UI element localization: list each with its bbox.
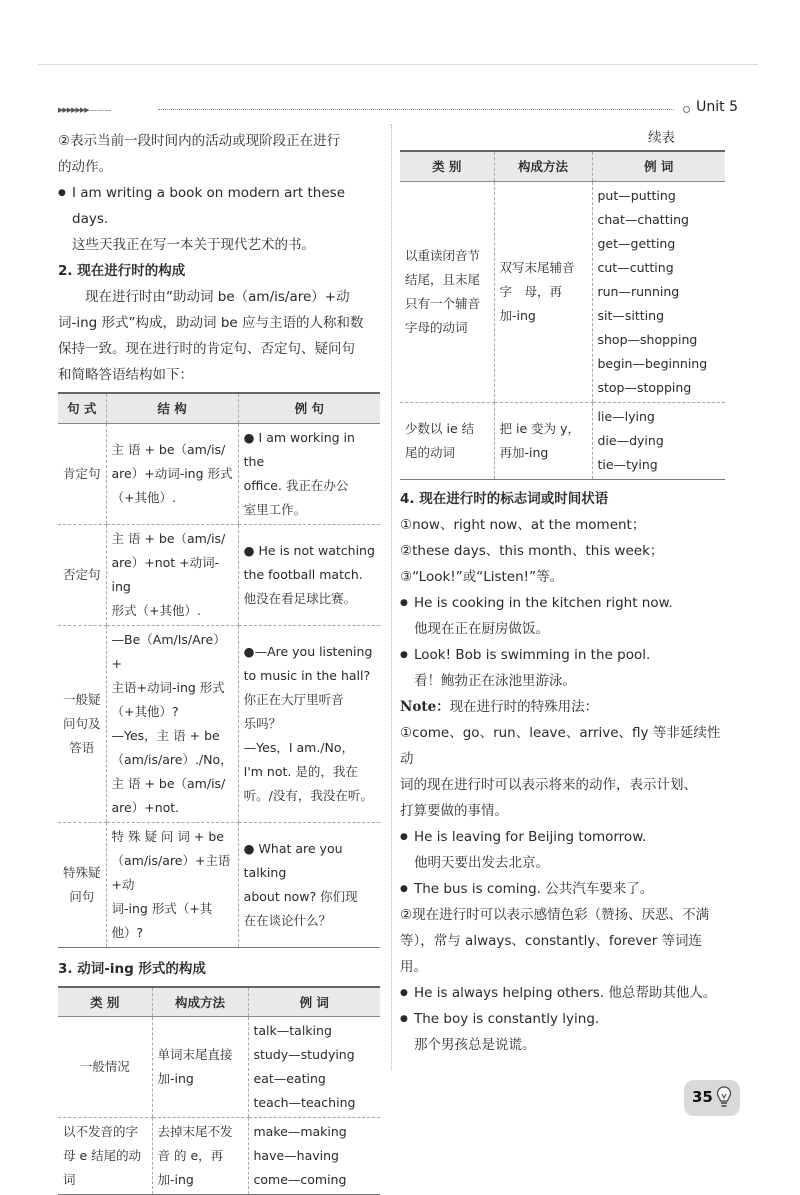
structure-line: 主 语 + be（am/is/: [112, 438, 233, 462]
word-pair: have—having: [254, 1144, 376, 1168]
table-row: [58, 1017, 380, 1118]
sentence-type-cell: 一般疑问句及答语: [58, 625, 106, 822]
structure-line: 主 语 + be（am/is/: [112, 772, 233, 796]
table-row: [58, 1118, 380, 1195]
column-header: 结 构: [106, 393, 238, 423]
section-4-title: 4. 现在进行时的标志词或时间状语: [400, 486, 725, 512]
structure-line: （am/is/are）./No，: [112, 748, 233, 772]
method-cell: [494, 181, 592, 402]
intro-example: ● I am writing a book on modern art these days.: [58, 180, 380, 232]
example-line: ● He is not watching: [244, 539, 375, 563]
note1-line: ①come、go、run、leave、arrive、fly 等非延续性动: [400, 720, 725, 772]
word-pair: get—getting: [598, 232, 721, 256]
example-line: the football match.: [244, 563, 375, 587]
lightbulb-icon: [716, 1085, 732, 1109]
column-divider: [391, 124, 392, 1070]
note-label: Note：: [400, 699, 450, 715]
category-cell: 以不发音的字母 e 结尾的动词: [58, 1118, 152, 1195]
method-line: 单词末尾直接: [158, 1043, 243, 1067]
word-pair: come—coming: [254, 1168, 376, 1192]
page-number-badge: [684, 1080, 740, 1116]
category-line: 少数以 ie 结: [405, 417, 489, 441]
word-pair: die—dying: [598, 429, 721, 453]
example-line: 室里工作。: [244, 498, 375, 522]
sentence-type-cell: 肯定句: [58, 423, 106, 524]
example-line: 你正在大厅里听音: [244, 688, 375, 712]
structure-cell: [106, 625, 238, 822]
column-header: 类 别: [400, 151, 494, 181]
method-line: 加-ing: [158, 1067, 243, 1091]
example-line: about now? 你们现: [244, 885, 375, 909]
intro-translation: 这些天我正在写一本关于现代艺术的书。: [58, 232, 380, 258]
note-heading: [400, 694, 725, 720]
word-pair: cut—cutting: [598, 256, 721, 280]
structure-line: 形式（+其他）.: [112, 599, 233, 623]
category-line: 尾的动词: [405, 441, 489, 465]
method-line: 把 ie 变为 y，: [500, 417, 587, 441]
structure-cell: [106, 423, 238, 524]
example-line: 在在谈论什么？: [244, 909, 375, 933]
column-header: 例 词: [248, 987, 380, 1017]
column-header: 类 别: [58, 987, 152, 1017]
category-line: 只有一个辅音: [405, 292, 489, 316]
word-pair: study—studying: [254, 1043, 376, 1067]
ing-form-table: [58, 986, 380, 1195]
structure-line: —Yes，主 语 + be: [112, 724, 233, 748]
s2-line: 现在进行时由“助动词 be（am/is/are）+动: [58, 284, 380, 310]
table-row: [58, 822, 380, 947]
example-line: ● I am working in the: [244, 426, 375, 474]
word-pair: begin—beginning: [598, 352, 721, 376]
column-header: 例 词: [592, 151, 725, 181]
structure-line: 词-ing 形式（+其他）?: [112, 897, 233, 945]
table-header-row: [58, 987, 380, 1017]
page-number: 35: [692, 1088, 713, 1106]
structure-table: [58, 392, 380, 948]
method-line: 加-ing: [158, 1168, 243, 1192]
intro-line: 的动作。: [58, 154, 380, 180]
column-header: 句 式: [58, 393, 106, 423]
method-line: 音 的 e，再: [158, 1144, 243, 1168]
column-header: 例 句: [238, 393, 380, 423]
note1-example-translation: 他明天要出发去北京。: [400, 850, 725, 876]
structure-line: （+其他）.: [112, 486, 233, 510]
words-cell: [592, 402, 725, 479]
example-line: 听。/没有，我没在听。: [244, 784, 375, 808]
note-title: 现在进行时的特殊用法：: [450, 699, 599, 715]
table-row: [400, 181, 725, 402]
table-header-row: [58, 393, 380, 423]
table-row: [400, 402, 725, 479]
example-line: I'm not. 是的，我在: [244, 760, 375, 784]
table-row: [58, 625, 380, 822]
s4-example-translation: 他现在正在厨房做饭。: [400, 616, 725, 642]
table-continued-label: 续表: [400, 128, 725, 148]
example-line: ● What are you talking: [244, 837, 375, 885]
example-cell: [238, 625, 380, 822]
header-dotted-line: [158, 109, 674, 110]
intro-line: ②表示当前一段时间内的活动或现阶段正在进行: [58, 128, 380, 154]
column-header: 构成方法: [494, 151, 592, 181]
s4-item: ①now、right now、at the moment；: [400, 512, 725, 538]
method-line: 去掉末尾不发: [158, 1120, 243, 1144]
word-pair: tie—tying: [598, 453, 721, 477]
method-cell: [494, 402, 592, 479]
header-circle-icon: [683, 106, 690, 113]
ing-form-table-continued: [400, 150, 725, 480]
note1-example: ● The bus is coming. 公共汽车要来了。: [400, 876, 725, 902]
example-line: —Yes，I am./No，: [244, 736, 375, 760]
word-pair: shop—shopping: [598, 328, 721, 352]
example-line: office. 我正在办公: [244, 474, 375, 498]
structure-line: 主语+动词-ing 形式: [112, 676, 233, 700]
note2-example-translation: 那个男孩总是说谎。: [400, 1032, 725, 1058]
header-arrows-decoration: ▶▶▶▶▶▶▶ — — —: [58, 102, 110, 118]
s4-example: ● Look! Bob is swimming in the pool.: [400, 642, 725, 668]
table-header-row: [400, 151, 725, 181]
note2-example: ● He is always helping others. 他总帮助其他人。: [400, 980, 725, 1006]
right-column: [400, 128, 725, 1058]
category-cell: [400, 181, 494, 402]
note1-example: ● He is leaving for Beijing tomorrow.: [400, 824, 725, 850]
structure-line: —Be（Am/Is/Are）+: [112, 628, 233, 676]
table-row: [58, 423, 380, 524]
sentence-type-cell: 特殊疑问句: [58, 822, 106, 947]
word-pair: put—putting: [598, 184, 721, 208]
section-2-paragraph: [58, 284, 380, 388]
structure-line: are）+not.: [112, 796, 233, 820]
section-2-title: 2. 现在进行时的构成: [58, 258, 380, 284]
example-cell: [238, 822, 380, 947]
s4-example: ● He is cooking in the kitchen right now.: [400, 590, 725, 616]
unit-label: Unit 5: [696, 99, 738, 115]
column-header: 构成方法: [152, 987, 248, 1017]
top-rule: [38, 64, 758, 65]
s2-line: 保持一致。现在进行时的肯定句、否定句、疑问句: [58, 336, 380, 362]
category-cell: 一般情况: [58, 1017, 152, 1118]
example-line: 乐吗？: [244, 712, 375, 736]
structure-line: are）+not +动词-ing: [112, 551, 233, 599]
method-cell: [152, 1017, 248, 1118]
note2-line: 等），常与 always、constantly、forever 等词连用。: [400, 928, 725, 980]
word-pair: eat—eating: [254, 1067, 376, 1091]
category-line: 以重读闭音节: [405, 244, 489, 268]
note2-line: ②现在进行时可以表示感情色彩（赞扬、厌恶、不满: [400, 902, 725, 928]
s2-line: 词-ing 形式”构成，助动词 be 应与主语的人称和数: [58, 310, 380, 336]
word-pair: chat—chatting: [598, 208, 721, 232]
category-line: 字母的动词: [405, 316, 489, 340]
example-line: ●—Are you listening: [244, 640, 375, 664]
example-line: to music in the hall?: [244, 664, 375, 688]
s4-item: ②these days、this month、this week；: [400, 538, 725, 564]
method-line: 双写末尾辅音: [500, 256, 587, 280]
note1-line: 词的现在进行时可以表示将来的动作，表示计划、: [400, 772, 725, 798]
words-cell: [592, 181, 725, 402]
structure-line: are）+动词-ing 形式: [112, 462, 233, 486]
sentence-type-cell: 否定句: [58, 524, 106, 625]
category-cell: [400, 402, 494, 479]
structure-line: （+其他）?: [112, 700, 233, 724]
structure-line: （am/is/are）+主语+动: [112, 849, 233, 897]
word-pair: run—running: [598, 280, 721, 304]
word-pair: lie—lying: [598, 405, 721, 429]
s4-item: ③“Look!”或“Listen!”等。: [400, 564, 725, 590]
example-cell: [238, 524, 380, 625]
s2-line: 和简略答语结构如下：: [58, 362, 380, 388]
method-cell: [152, 1118, 248, 1195]
structure-line: 主 语 + be（am/is/: [112, 527, 233, 551]
word-pair: make—making: [254, 1120, 376, 1144]
table-row: [58, 524, 380, 625]
method-line: 再加-ing: [500, 441, 587, 465]
words-cell: [248, 1118, 380, 1195]
page-header: [58, 102, 738, 118]
structure-line: 特 殊 疑 问 词 + be: [112, 825, 233, 849]
word-pair: stop—stopping: [598, 376, 721, 400]
s4-example-translation: 看！鲍勃正在泳池里游泳。: [400, 668, 725, 694]
word-pair: teach—teaching: [254, 1091, 376, 1115]
left-column: [58, 128, 380, 1195]
word-pair: sit—sitting: [598, 304, 721, 328]
method-line: 加-ing: [500, 304, 587, 328]
note1-line: 打算要做的事情。: [400, 798, 725, 824]
intro-paragraph: [58, 128, 380, 180]
category-line: 结尾，且末尾: [405, 268, 489, 292]
note2-example: ● The boy is constantly lying.: [400, 1006, 725, 1032]
example-cell: [238, 423, 380, 524]
structure-cell: [106, 524, 238, 625]
structure-cell: [106, 822, 238, 947]
example-line: 他没在看足球比赛。: [244, 587, 375, 611]
section-3-title: 3. 动词-ing 形式的构成: [58, 956, 380, 982]
word-pair: talk—talking: [254, 1019, 376, 1043]
method-line: 字 母，再: [500, 280, 587, 304]
words-cell: [248, 1017, 380, 1118]
